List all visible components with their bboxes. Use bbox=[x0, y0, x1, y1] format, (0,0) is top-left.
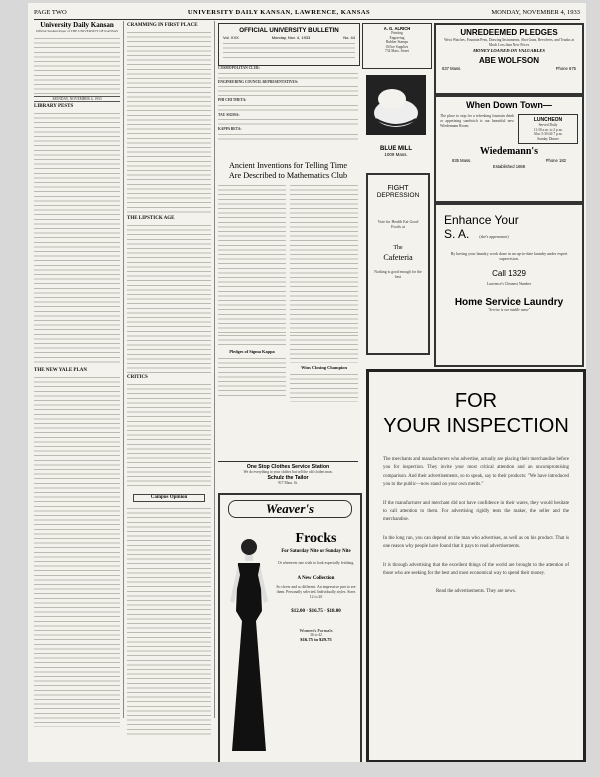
article-ancient-inventions bbox=[218, 161, 358, 455]
blue-mill-address: 1009 Mass. bbox=[384, 152, 408, 157]
inspection-paragraph-5: Read the advertisements. They are news. bbox=[436, 589, 516, 595]
inspection-paragraph-2: If the manufacturer and merchant did not have confidence in their wares, they would hesitate to call attention to them. For advertising rigidly tests the maker, the seller and the merchandise. bbox=[383, 500, 569, 523]
blue-mill-illustration bbox=[362, 69, 430, 141]
issue-date: MONDAY, NOVEMBER 4, 1933 bbox=[491, 8, 580, 16]
article-library-pests-body bbox=[34, 111, 120, 366]
ad-alrich bbox=[362, 23, 432, 69]
pledges-title: UNREDEEMED PLEDGES bbox=[460, 28, 558, 37]
enhance-sub: Lawrence's Cleanest Number bbox=[486, 282, 532, 286]
luncheon-item-2: 11:30 a.m. to 2 p.m. bbox=[533, 127, 563, 132]
ancient-lower-col-2 bbox=[290, 333, 358, 402]
alrich-name: A. G. ALRICH bbox=[383, 26, 411, 31]
bulletin-no: No. 44 bbox=[343, 35, 355, 40]
frocks-copy bbox=[276, 531, 356, 642]
bulletin-item-engineering: ENGINEERING COUNCIL REPRESENTATIVES: bbox=[218, 79, 299, 84]
heading-campus-opinion: Campus Opinion bbox=[133, 494, 205, 502]
official-bulletin-header bbox=[218, 23, 360, 66]
article-lipstick-body bbox=[127, 223, 211, 373]
masthead: University Daily Kansan bbox=[40, 21, 114, 29]
bulletin-item-cosmopolitan: COSMOPOLITAN CLUB: bbox=[218, 66, 260, 70]
enhance-sa-row bbox=[444, 227, 582, 241]
inspection-box bbox=[366, 369, 586, 762]
paper-title: UNIVERSITY DAILY KANSAN, LAWRENCE, KANSAS bbox=[187, 8, 371, 16]
schulz-address: 917 Mass. St. bbox=[278, 480, 298, 485]
ad-unredeemed-pledges bbox=[434, 23, 584, 95]
ancient-body-text bbox=[290, 333, 358, 363]
bulletin-meta bbox=[219, 34, 359, 41]
bulletin-notice-text bbox=[223, 41, 355, 61]
wiedemann-contact bbox=[436, 157, 582, 164]
column-editorial bbox=[34, 21, 120, 746]
bulletin-item-text bbox=[218, 71, 358, 80]
wiedemann-phone: Phone 182 bbox=[545, 158, 566, 164]
frocks-prices: $12.00 · $16.75 · $18.00 bbox=[291, 608, 341, 614]
article-cramming-body bbox=[127, 30, 211, 214]
bulletin-item-tau-sigma: TAU SIGMA: bbox=[218, 112, 240, 117]
frocks-womens-formals: Women's Formals bbox=[299, 627, 333, 633]
heading-critics: CRITICS bbox=[127, 375, 148, 380]
frocks-womens-prices: $16.75 to $29.75 bbox=[300, 637, 332, 643]
frocks-title: Frocks bbox=[295, 531, 337, 546]
inspection-paragraph-1: The merchants and manufacturers who advertise, actually are placing their merchandise before you for inspection. They invite your most critical attention and an uncompromising comparison. And their advertisements, so to speak, say to their products: "We have introduced you to the public—now stand on your own merits." bbox=[383, 457, 569, 488]
luncheon-box bbox=[518, 114, 578, 144]
enhance-sa: S. A. bbox=[444, 227, 470, 241]
enhance-call: Call 1329 bbox=[492, 269, 526, 278]
ad-blue-mill bbox=[362, 69, 430, 169]
pledges-footer bbox=[436, 65, 582, 72]
staff-listing bbox=[34, 36, 120, 94]
bulletin-item-text bbox=[218, 84, 358, 98]
alrich-line-2: Engraving bbox=[389, 35, 405, 40]
frocks-womens-sizes: 36 to 42 bbox=[310, 632, 322, 637]
laundry-name: Home Service Laundry bbox=[454, 296, 564, 308]
column-rule bbox=[214, 21, 215, 718]
ad-home-service-laundry bbox=[434, 203, 584, 367]
pledges-phone: Phone 675 bbox=[555, 66, 576, 72]
ad-cafeteria bbox=[366, 173, 430, 355]
depression-middle: Vote for Health Eat Good Foods at bbox=[377, 219, 419, 229]
ad-schulz-tailor bbox=[218, 461, 358, 488]
bulletin-item-text bbox=[218, 117, 358, 127]
ancient-headline-2: Are Described to Mathematics Club bbox=[228, 170, 348, 180]
wiedemann-name: Wiedemann's bbox=[479, 146, 539, 158]
heading-lipstick: THE LIPSTICK AGE bbox=[127, 216, 175, 221]
schulz-name: Schulz the Tailor bbox=[267, 474, 309, 481]
laundry-slogan: "Service is our middle name" bbox=[487, 307, 531, 312]
luncheon-item-3: Also 5:30 till 7 p.m. bbox=[533, 132, 563, 137]
alrich-line-3: Rubber Stamps bbox=[385, 40, 409, 45]
bulletin-title: OFFICIAL UNIVERSITY BULLETIN bbox=[239, 27, 339, 34]
wiedemann-body bbox=[436, 110, 582, 144]
bulletin-date: Monday, Nov. 4, 1933 bbox=[271, 35, 311, 40]
depression-line-2: DEPRESSION bbox=[376, 192, 420, 199]
frocks-for: For Saturday Nite or Sunday Nite bbox=[281, 549, 351, 554]
enhance-paren: (she's appearance) bbox=[479, 234, 509, 239]
ad-wiedemanns bbox=[434, 95, 584, 203]
luncheon-title: LUNCHEON bbox=[533, 117, 563, 123]
inspection-title-2: YOUR INSPECTION bbox=[383, 415, 569, 437]
page-header bbox=[34, 5, 580, 20]
bulletin-vol: Vol. XXX bbox=[223, 35, 239, 40]
depression-line-1: FIGHT bbox=[387, 185, 409, 192]
bulletin-item-phi-chi-theta: PHI CHI THETA: bbox=[218, 98, 247, 103]
alrich-line-1: Printing bbox=[391, 31, 403, 35]
tennis-body bbox=[290, 372, 358, 402]
pledges-money: MONEY LOANED ON VALUABLES bbox=[473, 48, 545, 54]
ad-weavers-frocks bbox=[218, 493, 362, 762]
frocks-description: So clever and so different. An impressive part to see them. Personally selected. Individually styles. Sizes 12 to 20 bbox=[276, 584, 356, 600]
ancient-body-col-1 bbox=[218, 183, 286, 333]
cafeteria-the: The bbox=[393, 245, 403, 251]
pledges-address: 637 Mass. bbox=[442, 66, 462, 72]
downtown-text: The place to stop for a refreshing fountain drink or appetizing sandwich is our beautiful new Wiedemann Room bbox=[440, 114, 514, 128]
pledges-proprietor: ABE WOLFSON bbox=[479, 56, 539, 66]
heading-library-pests: LIBRARY PESTS bbox=[34, 104, 74, 110]
ancient-body-text bbox=[218, 333, 286, 347]
newspaper-page bbox=[28, 3, 586, 762]
heading-yale-plan: THE NEW YALE PLAN bbox=[34, 368, 88, 374]
frocks-new-collection: A New Collection bbox=[297, 575, 335, 581]
pledges-body bbox=[218, 356, 286, 396]
depression-footer: Nothing is good enough for the best bbox=[374, 270, 422, 279]
wiedemann-established: Established 1868 bbox=[492, 164, 526, 170]
bulletin-item-text bbox=[218, 103, 358, 113]
column-two bbox=[127, 21, 211, 746]
ancient-lower-col-1 bbox=[218, 333, 286, 402]
cafeteria-name: Cafeteria bbox=[383, 253, 413, 262]
downtown-title: When Down Town— bbox=[466, 100, 552, 110]
schulz-line-2: We do everything to your clothes but sell the old clothes man. bbox=[243, 470, 333, 474]
heading-tennis: Wins Closing Champion bbox=[301, 365, 347, 370]
alrich-line-4: Office Supplies bbox=[385, 44, 409, 49]
page-number: PAGE TWO bbox=[34, 8, 67, 16]
enhance-text: By having your laundry work done in an up-to-date laundry under expert supervision. bbox=[450, 251, 568, 261]
luncheon-item-1: Served Daily bbox=[538, 123, 558, 127]
heading-pledges: Pledges of Sigma Kappa bbox=[229, 349, 275, 354]
inspection-paragraph-3: In the long run, you can depend on the man who advertises, as well as on his product. That is one reason why people have found that it pays to read advertisements. bbox=[383, 535, 569, 550]
ancient-headline: Ancient Inventions for Telling Time bbox=[229, 161, 347, 170]
woman-in-dress-illustration bbox=[226, 531, 272, 757]
heading-cramming: CRAMMING IN FIRST PLACE bbox=[127, 23, 198, 28]
weavers-logo: Weaver's bbox=[228, 500, 352, 518]
article-yale-plan-body bbox=[34, 375, 120, 727]
dateline: MONDAY, NOVEMBER 4, 1933 bbox=[34, 96, 120, 103]
schulz-line-1: One Stop Clothes Service Station bbox=[246, 464, 330, 470]
luncheon-item-4: Sunday Dinner bbox=[537, 136, 559, 141]
masthead-sub: Official Student Paper of THE UNIVERSITY OF KANSAS bbox=[36, 29, 118, 33]
inspection-title-1: FOR bbox=[454, 390, 498, 412]
alrich-line-5: 734 Mass. Street bbox=[384, 49, 410, 54]
inspection-paragraph-4: It is through advertising that the excellent things of the world are brought to the attention of those who are seeking for the best and most economical way to spend their money. bbox=[383, 562, 569, 577]
bulletin-item-kappa-beta: KAPPA BETA: bbox=[218, 127, 242, 132]
article-critics-body bbox=[127, 382, 211, 490]
article-campus-opinion-body bbox=[127, 506, 211, 736]
ancient-body-col-2 bbox=[290, 183, 358, 333]
column-rule bbox=[123, 21, 124, 718]
bulletin-items bbox=[218, 66, 358, 158]
frocks-or: Or whenever one wish to look especially fetching. bbox=[277, 561, 355, 565]
wiedemann-address: 835 Mass. bbox=[452, 158, 472, 164]
pledges-line: Wrist Watches, Fountain Pens, Drawing Instruments, Shot Guns, Revolvers, and Trunks at Much Less than New Prices bbox=[444, 38, 574, 47]
bulletin-item-text bbox=[218, 132, 358, 142]
enhance-title: Enhance Your bbox=[444, 213, 519, 227]
blue-mill-name: BLUE MILL bbox=[380, 146, 412, 152]
ancient-body bbox=[218, 183, 358, 333]
ancient-lower bbox=[218, 333, 358, 402]
